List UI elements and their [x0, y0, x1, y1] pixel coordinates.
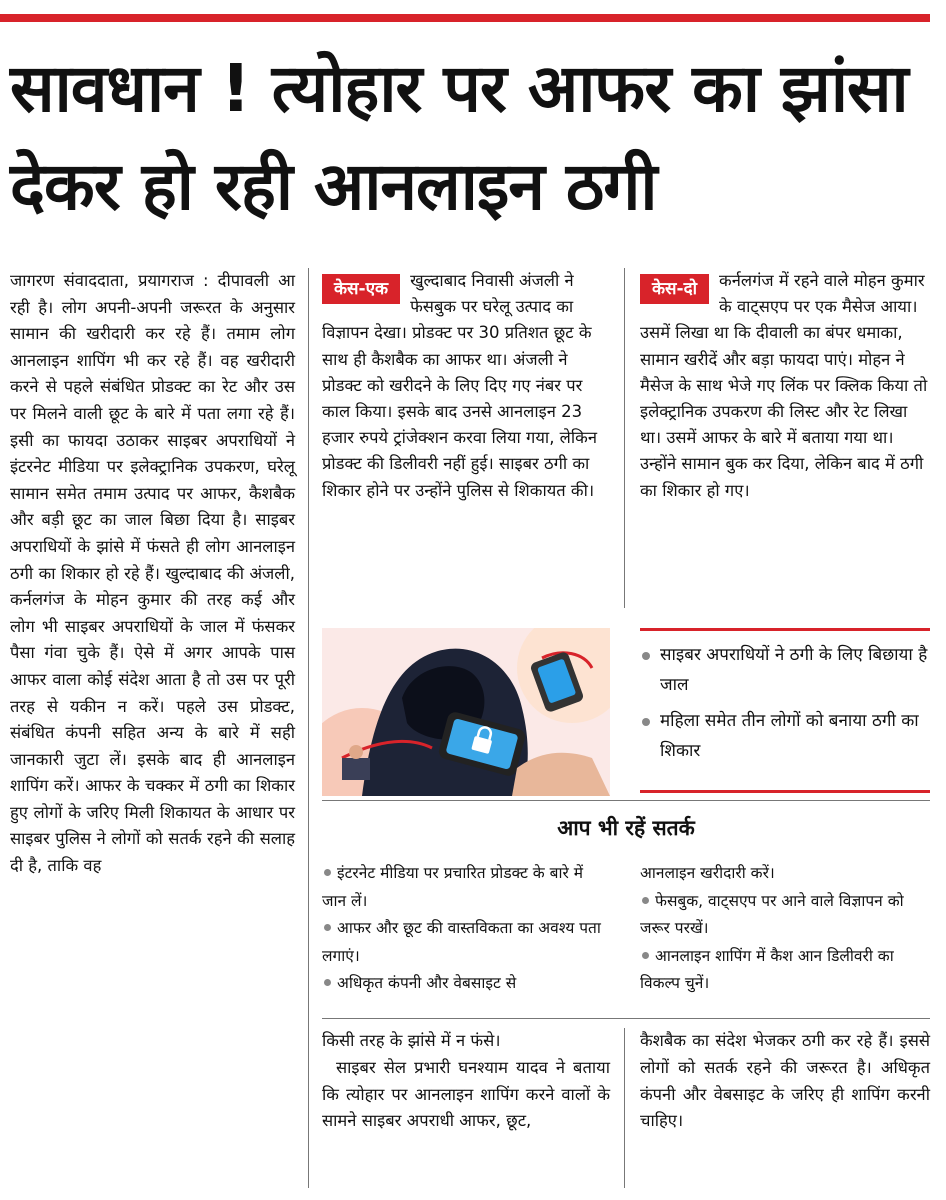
case-one-badge: केस-एक: [322, 274, 400, 304]
tip-text: अधिकृत कंपनी और वेबसाइट से: [337, 974, 517, 992]
case-two-box: [640, 268, 930, 504]
highlight-bottom-rule: [640, 790, 930, 793]
case-one-box: [322, 268, 602, 504]
tip-item: [322, 970, 607, 998]
alert-tips-left: [322, 860, 607, 998]
column-divider: [308, 268, 309, 1188]
bullet-icon: [324, 979, 331, 986]
tip-item: [640, 943, 930, 998]
continuation-lead: किसी तरह के झांसे में न फंसे।: [322, 1031, 501, 1050]
case-one-text: खुल्दाबाद निवासी अंजली ने फेसबुक पर घरेलू उत्पाद का विज्ञापन देखा। प्रोडक्ट पर 30 प्रतिशत छूट के साथ ही कैशबैक का आफर था। अंजली ने प्रोडक्ट को खरीदने के लिए दिए गए नंबर पर काल किया। इसके बाद उनसे आनलाइन 23 हजार रुपये ट्रांजेक्शन करवा लिया गया, लेकिन प्रोडक्ट की डिलीवरी नहीं हुई। साइबर ठगी का शिकार होने पर उन्होंने पुलिस से शिकायत की।: [322, 271, 597, 500]
tip-item: [640, 888, 930, 943]
highlight-item: महिला समेत तीन लोगों को बनाया ठगी का शिकार: [640, 706, 930, 766]
section-divider: [322, 800, 930, 801]
main-article-text: जागरण संवाददाता, प्रयागराज : दीपावली आ रही है। लोग अपनी-अपनी जरूरत के अनुसार सामान की खरीदारी कर रहे हैं। तमाम लोग आनलाइन शापिंग भी कर रहे हैं। वह खरीदारी करने से पहले संबंधित प्रोडक्ट का रेट और उस पर मिलने वाली छूट के बारे में पता लगा रहे हैं। इसी का फायदा उठाकर साइबर अपराधियों ने इंटरनेट मीडिया पर इलेक्ट्रानिक उपकरण, घरेलू सामान समेत तमाम उत्पाद पर आफर, कैशबैक और बड़ी छूट का जाल बिछा दिया है। साइबर अपराधियों के झांसे में फंसते ही लोग आनलाइन ठगी का शिकार हो रहे हैं। खुल्दाबाद की अंजली, कर्नलगंज के मोहन कुमार की तरह कई और लोग भी साइबर अपराधियों के जाल में फंसकर पैसा गंवा चुके हैं। ऐसे में अगर आपके पास आफर वाला कोई संदेश आता है तो उस पर पूरी तरह से यकीन न करें। पहले उस प्रोडक्ट, संबंधित कंपनी सहित अन्य के बारे में सही जानकारी जुटा लें। इसके बाद ही आनलाइन शापिंग करें। आफर के चक्कर में ठगी का शिकार हुए लोगों के जरिए मिली शिकायत के आधार पर साइबर पुलिस ने लोगों को सतर्क रहने की सलाह दी है, ताकि वह: [10, 271, 295, 876]
highlight-list: [640, 640, 930, 772]
case-two-badge: केस-दो: [640, 274, 709, 304]
alert-box-title: आप भी रहें सतर्क: [557, 816, 695, 840]
bullet-icon: [642, 952, 649, 959]
case-two-text: कर्नलगंज में रहने वाले मोहन कुमार के वाट्सएप पर एक मैसेज आया। उसमें लिखा था कि दीवाली का बंपर धमाका, सामान खरीदें और बड़ा फायदा पाएं। मोहन ने मैसेज के साथ भेजे गए लिंक पर क्लिक किया तो इलेक्ट्रानिक उपकरण की लिस्ट और रेट लिखा था। उसमें आफर के बारे में बताया गया था। उन्होंने सामान बुक कर दिया, लेकिन बाद में ठगी का शिकार हो गए।: [640, 271, 928, 500]
bullet-icon: [324, 869, 331, 876]
section-divider: [322, 1018, 930, 1019]
bullet-icon: [642, 897, 649, 904]
tip-text: आफर और छूट की वास्तविकता का अवश्य पता लगाएं।: [322, 919, 601, 965]
headline: सावधान ! त्योहार पर आफर का झांसा देकर हो रही आनलाइन ठगी: [10, 50, 908, 225]
continuation-paragraph: साइबर सेल प्रभारी घनश्याम यादव ने बताया कि त्योहार पर आनलाइन शापिंग करने वालों के सामने साइबर अपराधी आफर, छूट,: [322, 1057, 610, 1131]
cyber-fraud-illustration: [322, 628, 610, 796]
highlight-item: साइबर अपराधियों ने ठगी के लिए बिछाया है जाल: [640, 640, 930, 700]
bullet-icon: [324, 924, 331, 931]
hooded-hacker-illustration: [322, 628, 610, 796]
top-accent-bar: [0, 14, 930, 22]
column-divider: [624, 1028, 625, 1188]
tip-text: इंटरनेट मीडिया पर प्रचारित प्रोडक्ट के बारे में जान लें।: [322, 864, 584, 910]
continuation-right: कैशबैक का संदेश भेजकर ठगी कर रहे हैं। इससे लोगों को सतर्क रहने की जरूरत है। अधिकृत कंपनी और वेबसाइट के जरिए ही शापिंग करनी चाहिए।: [640, 1031, 930, 1131]
tip-text: आनलाइन शापिंग में कैश आन डिलीवरी का विकल्प चुनें।: [640, 946, 894, 992]
tip-continuation: आनलाइन खरीदारी करें।: [640, 864, 775, 882]
tip-item: [322, 915, 607, 970]
tip-item: [322, 860, 607, 915]
alert-tips-right: [640, 860, 930, 998]
tip-text: फेसबुक, वाट्सएप पर आने वाले विज्ञापन को जरूर परखें।: [640, 891, 904, 937]
highlight-top-rule: [640, 628, 930, 631]
continuation-left: [322, 1028, 610, 1135]
column-divider: [624, 268, 625, 608]
